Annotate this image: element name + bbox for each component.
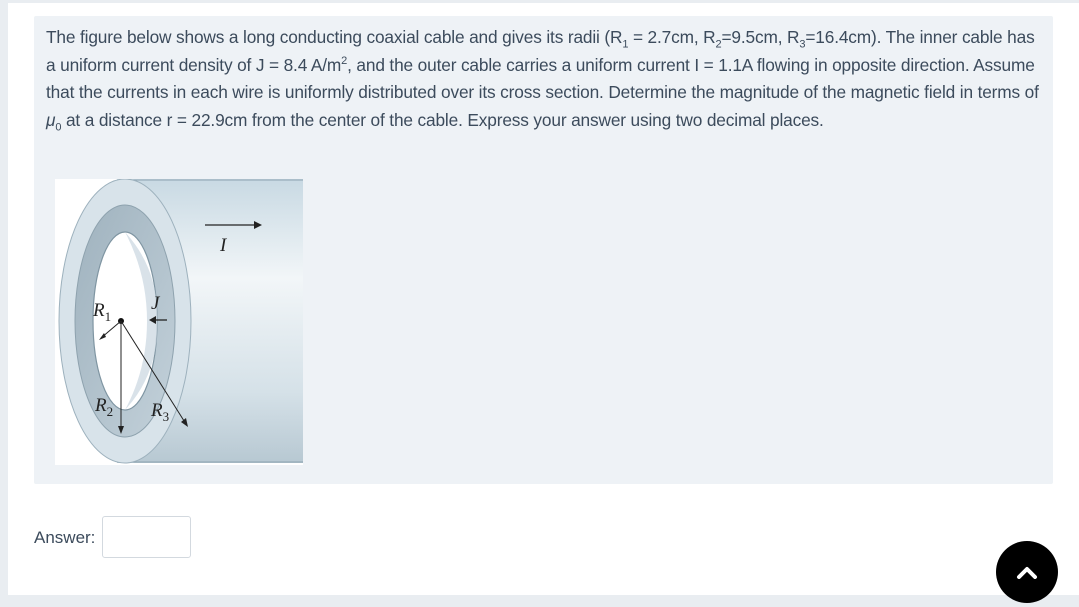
label-r3: $R_3$: [151, 400, 170, 424]
question-text-part: =9.5cm, R: [721, 27, 800, 47]
question-text: [46, 24, 1046, 135]
coaxial-cable-diagram: [55, 179, 303, 465]
question-text-part: The figure below shows a long conducting coaxial cable and gives its radii (R: [46, 27, 623, 47]
label-r1: $R_1$: [93, 300, 112, 324]
chevron-up-icon: [1016, 565, 1038, 579]
question-text-part: =16.4cm). The inner cable has a uniform current density of J = 8.4 A/m: [46, 27, 1035, 75]
mu-symbol: μ: [46, 110, 56, 131]
page: [8, 3, 1079, 595]
scroll-to-top-button[interactable]: [996, 541, 1058, 603]
subscript: 3: [799, 38, 806, 51]
subscript: 0: [55, 121, 62, 134]
subscript: 2: [715, 38, 722, 51]
question-text-part: = 2.7cm, R: [628, 27, 716, 47]
answer-label: Answer:: [34, 528, 96, 547]
question-text-part: , and the outer cable carries a uniform current I = 1.1A flowing in opposite direction. Assume that the currents in each wire is uniformly distributed over its cross section. Determine the magnitude of the magnetic field in terms of: [46, 54, 1039, 103]
superscript: 2: [341, 54, 348, 67]
question-box: [34, 16, 1053, 484]
answer-input[interactable]: [102, 516, 191, 558]
label-j: J: [151, 293, 160, 314]
coaxial-cable-figure: [55, 179, 303, 465]
question-text-part: at a distance r = 22.9cm from the center of the cable. Express your answer using two decimal places.: [61, 110, 824, 131]
subscript: 1: [622, 38, 629, 51]
label-i: I: [220, 235, 227, 256]
label-r2: $R_2$: [95, 395, 114, 419]
